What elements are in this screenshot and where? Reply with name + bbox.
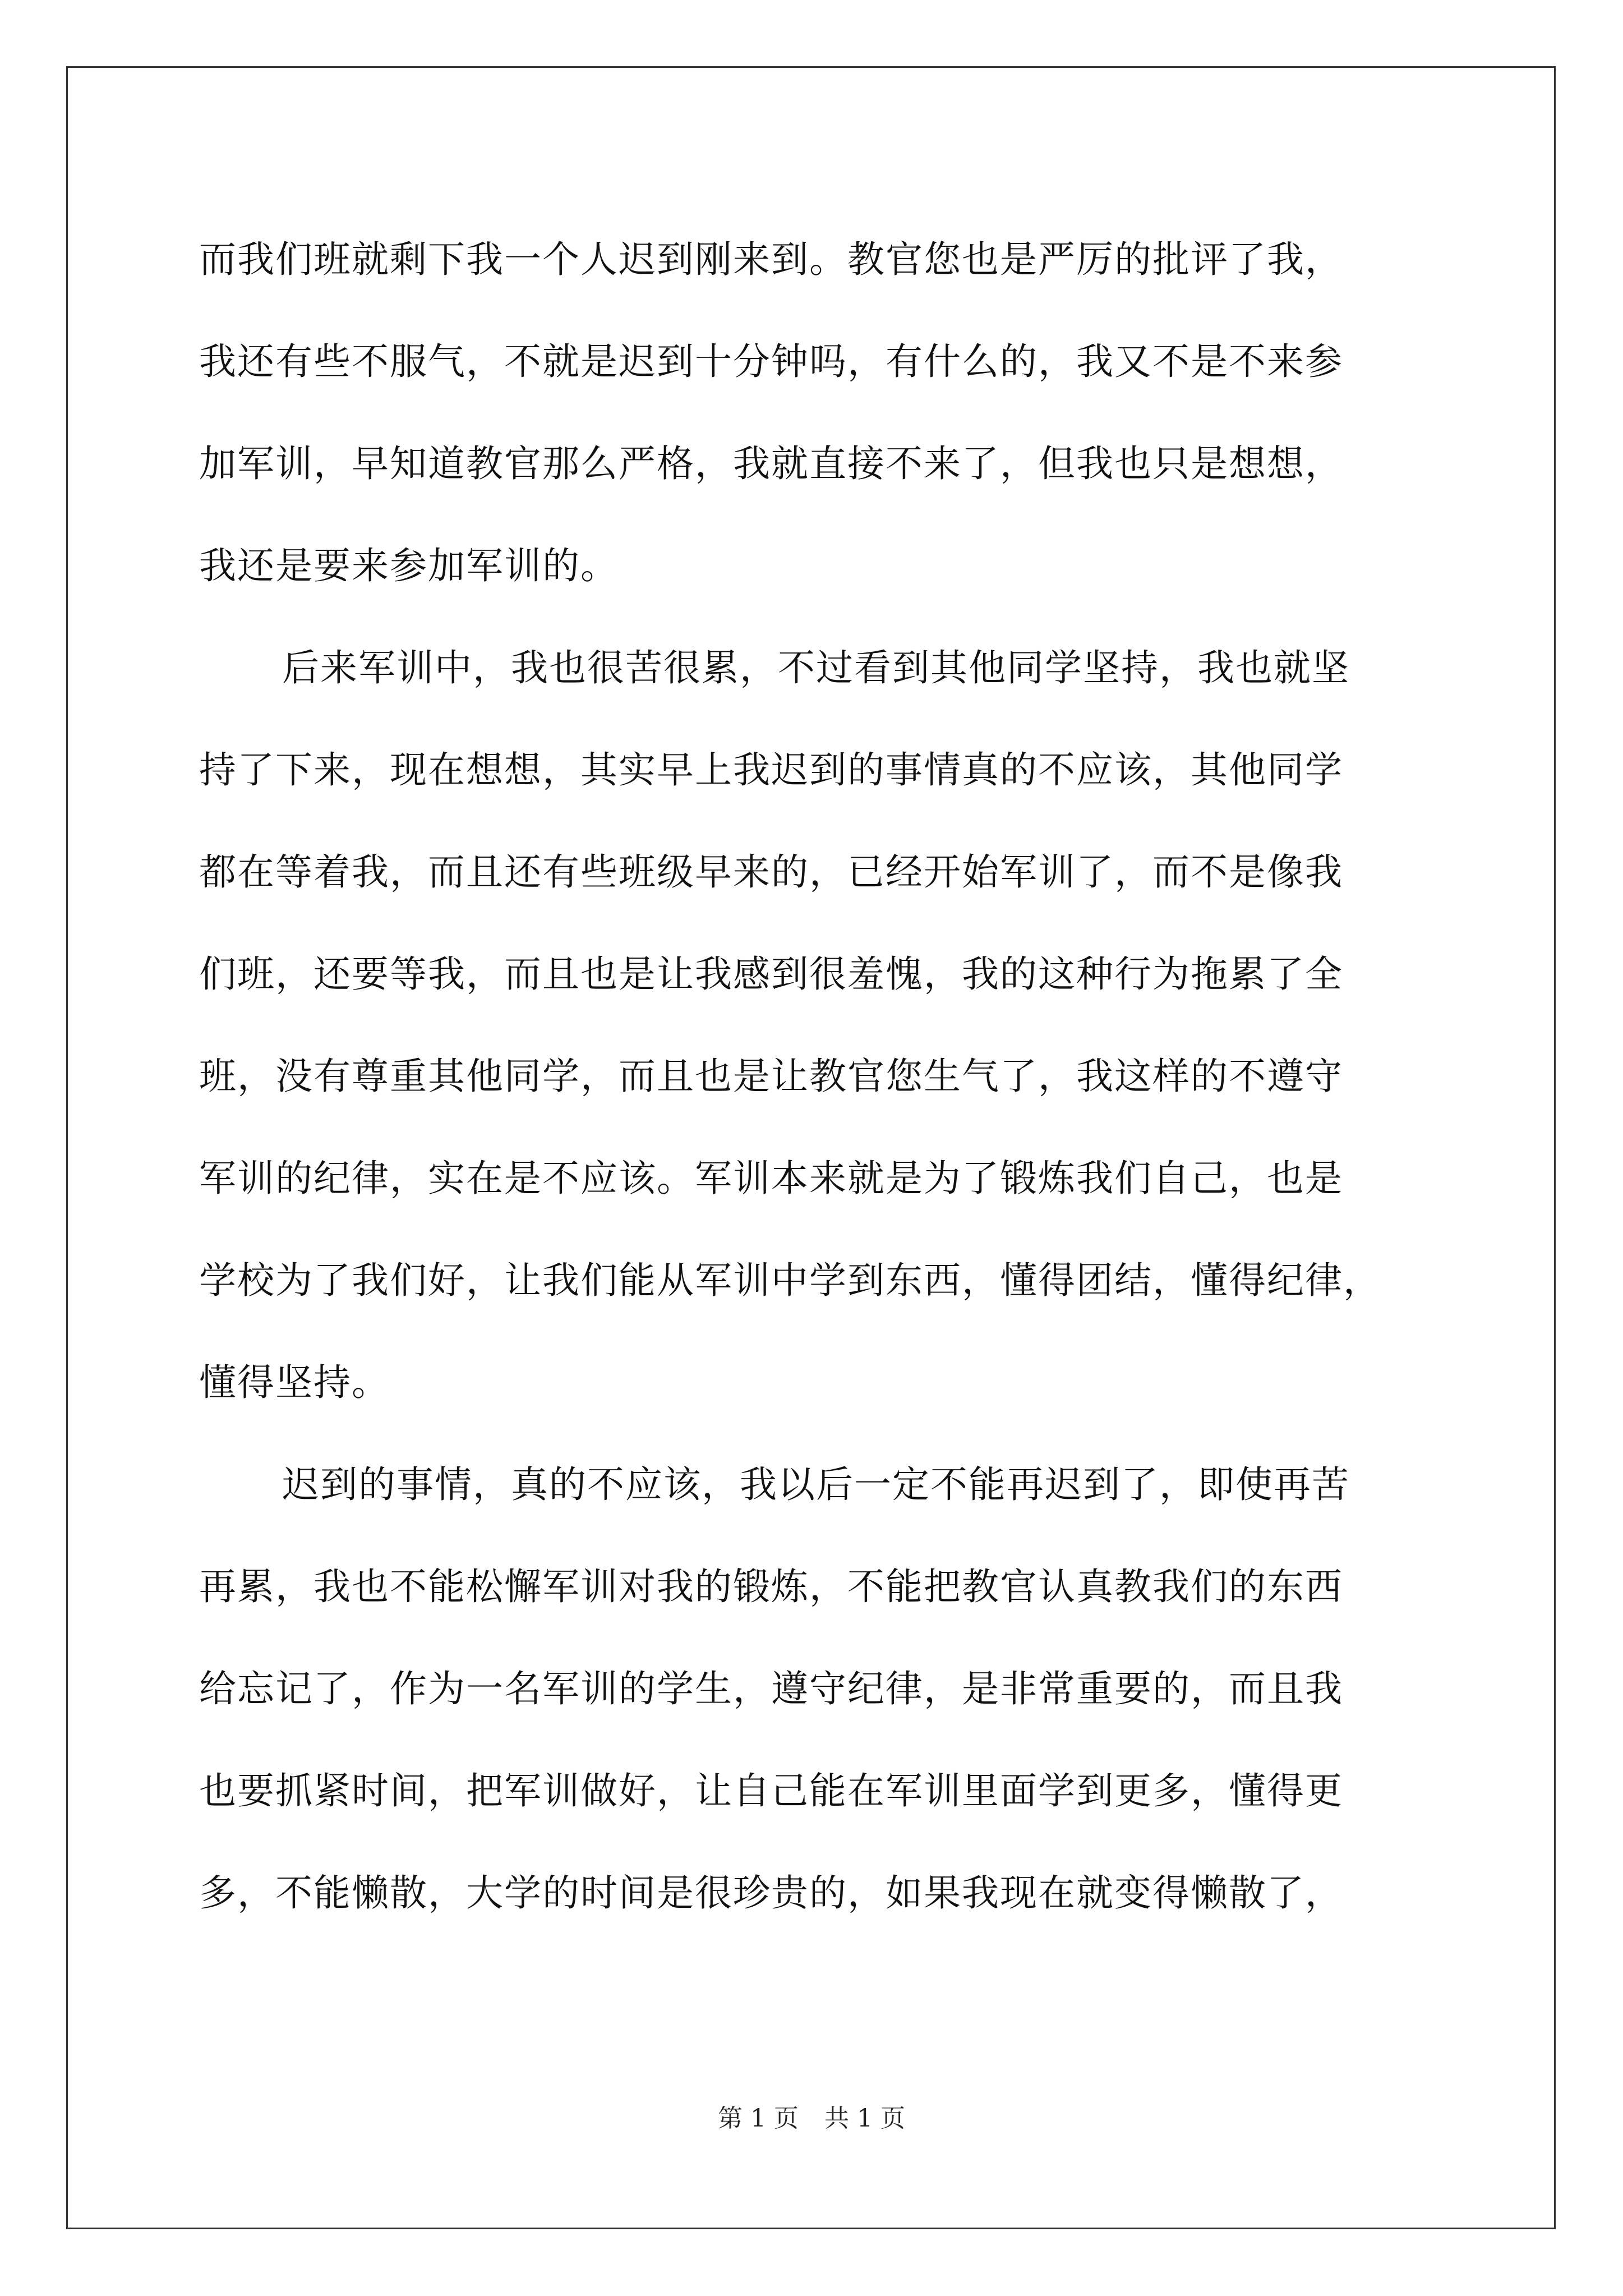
text-line: 们班，还要等我，而且也是让我感到很羞愧，我的这种行为拖累了全 bbox=[199, 953, 1343, 996]
text-line: 持了下来，现在想想，其实早上我迟到的事情真的不应该，其他同学 bbox=[199, 748, 1343, 792]
text-line: 迟到的事情，真的不应该，我以后一定不能再迟到了，即使再苦 bbox=[282, 1463, 1350, 1506]
document-body bbox=[199, 209, 1433, 1944]
text-line: 也要抓紧时间，把军训做好，让自己能在军训里面学到更多，懂得更 bbox=[199, 1769, 1343, 1812]
text-line: 我还是要来参加军训的。 bbox=[199, 544, 619, 587]
page-number: 第 1 页 bbox=[718, 2104, 799, 2133]
text-line: 给忘记了，作为一名军训的学生，遵守纪律，是非常重要的，而且我 bbox=[199, 1667, 1343, 1710]
text-line: 再累，我也不能松懈军训对我的锻炼，不能把教官认真教我们的东西 bbox=[199, 1565, 1343, 1608]
text-line: 加军训，早知道教官那么严格，我就直接不来了，但我也只是想想， bbox=[199, 442, 1343, 485]
text-line: 都在等着我，而且还有些班级早来的，已经开始军训了，而不是像我 bbox=[199, 850, 1343, 894]
text-line: 多，不能懒散，大学的时间是很珍贵的，如果我现在就变得懒散了， bbox=[199, 1871, 1343, 1915]
text-line: 学校为了我们好，让我们能从军训中学到东西，懂得团结，懂得纪律， bbox=[199, 1259, 1381, 1302]
text-line: 而我们班就剩下我一个人迟到刚来到。教官您也是严厉的批评了我， bbox=[199, 238, 1343, 281]
text-line: 后来军训中，我也很苦很累，不过看到其他同学坚持，我也就坚 bbox=[282, 646, 1350, 689]
page-total: 共 1 页 bbox=[824, 2104, 905, 2133]
text-line: 班，没有尊重其他同学，而且也是让教官您生气了，我这样的不遵守 bbox=[199, 1055, 1343, 1098]
page-footer bbox=[0, 2098, 1623, 2134]
text-line: 军训的纪律，实在是不应该。军训本来就是为了锻炼我们自己，也是 bbox=[199, 1157, 1343, 1200]
text-line: 懂得坚持。 bbox=[199, 1361, 390, 1404]
text-line: 我还有些不服气，不就是迟到十分钟吗，有什么的，我又不是不来参 bbox=[199, 340, 1343, 383]
